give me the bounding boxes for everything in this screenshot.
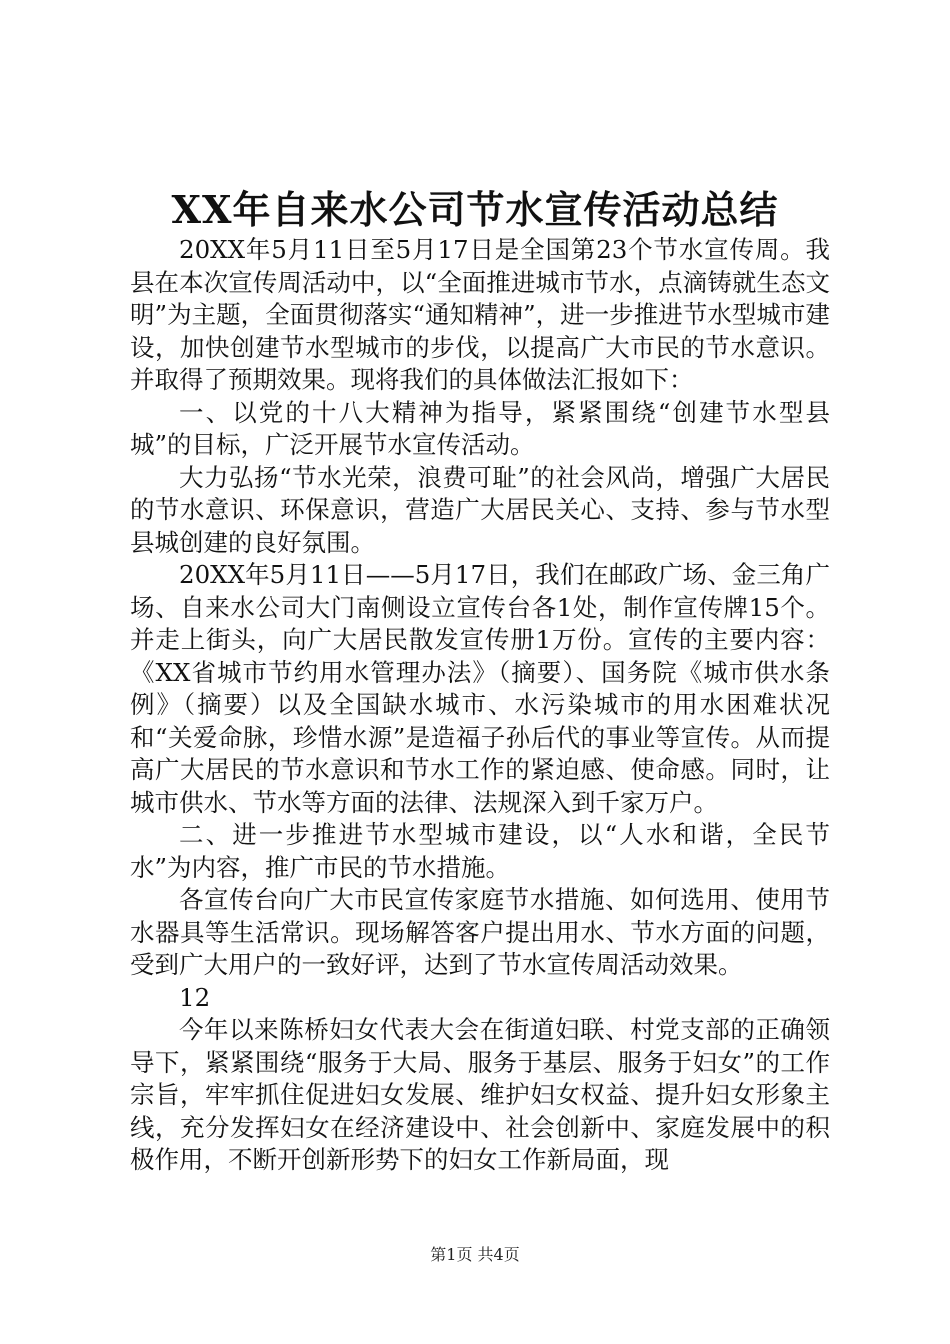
document-title: XX年自来水公司节水宣传活动总结 (171, 187, 779, 232)
paragraph-section-two-details: 各宣传台向广大市民宣传家庭节水措施、如何选用、使用节水器具等生活常识。现场解答客户提出用水、节水方面的问题，受到广大用户的一致好评，达到了节水宣传周活动效果。 (130, 885, 830, 979)
paragraph-section-one-heading: 一、以党的十八大精神为指导，紧紧围绕“创建节水型县城”的目标，广泛开展节水宣传活动。 (130, 397, 830, 459)
paragraph-intro: 20XX年5月11日至5月17日是全国第23个节水宣传周。我县在本次宣传周活动中，以“全面推进城市节水，点滴铸就生态文明”为主题，全面贯彻落实“通知精神”，进一步推进节水型城市建设，加快创建节水型城市的步伐，以提高广大市民的节水意识。并取得了预期效果。现将我们的具体做法汇报如下： (130, 235, 830, 394)
paragraph-number: 12 (179, 982, 211, 1012)
paragraph-continuation: 今年以来陈桥妇女代表大会在街道妇联、村党支部的正确领导下，紧紧围绕“服务于大局、服务于基层、服务于妇女”的工作宗旨，牢牢抓住促进妇女发展、维护妇女权益、提升妇女形象主线，充分发挥妇女在经济建设中、社会创新中、家庭发展中的积极作用，不断开创新形势下的妇女工作新局面，现 (130, 1015, 830, 1174)
page-footer: 第1页 共4页 (430, 1245, 520, 1264)
paragraph-section-one-details: 20XX年5月11日——5月17日，我们在邮政广场、金三角广场、自来水公司大门南侧设立宣传台各1处，制作宣传牌15个。并走上街头，向广大居民散发宣传册1万份。宣传的主要内容：《XX省城市节约用水管理办法》（摘要）、国务院《城市供水条例》（摘要）以及全国缺水城市、水污染城市的用水困难状况和“关爱命脉，珍惜水源”是造福子孙后代的事业等宣传。从而提高广大居民的节水意识和节水工作的紧迫感、使命感。同时，让城市供水、节水等方面的法律、法规深入到千家万户。 (130, 560, 830, 817)
paragraph-section-two-heading: 二、进一步推进节水型城市建设，以“人水和谐，全民节水”为内容，推广市民的节水措施。 (130, 820, 830, 882)
document-body (130, 234, 830, 1177)
paragraph-section-one-purpose: 大力弘扬“节水光荣，浪费可耻”的社会风尚，增强广大居民的节水意识、环保意识，营造广大居民关心、支持、参与节水型县城创建的良好氛围。 (130, 462, 830, 557)
